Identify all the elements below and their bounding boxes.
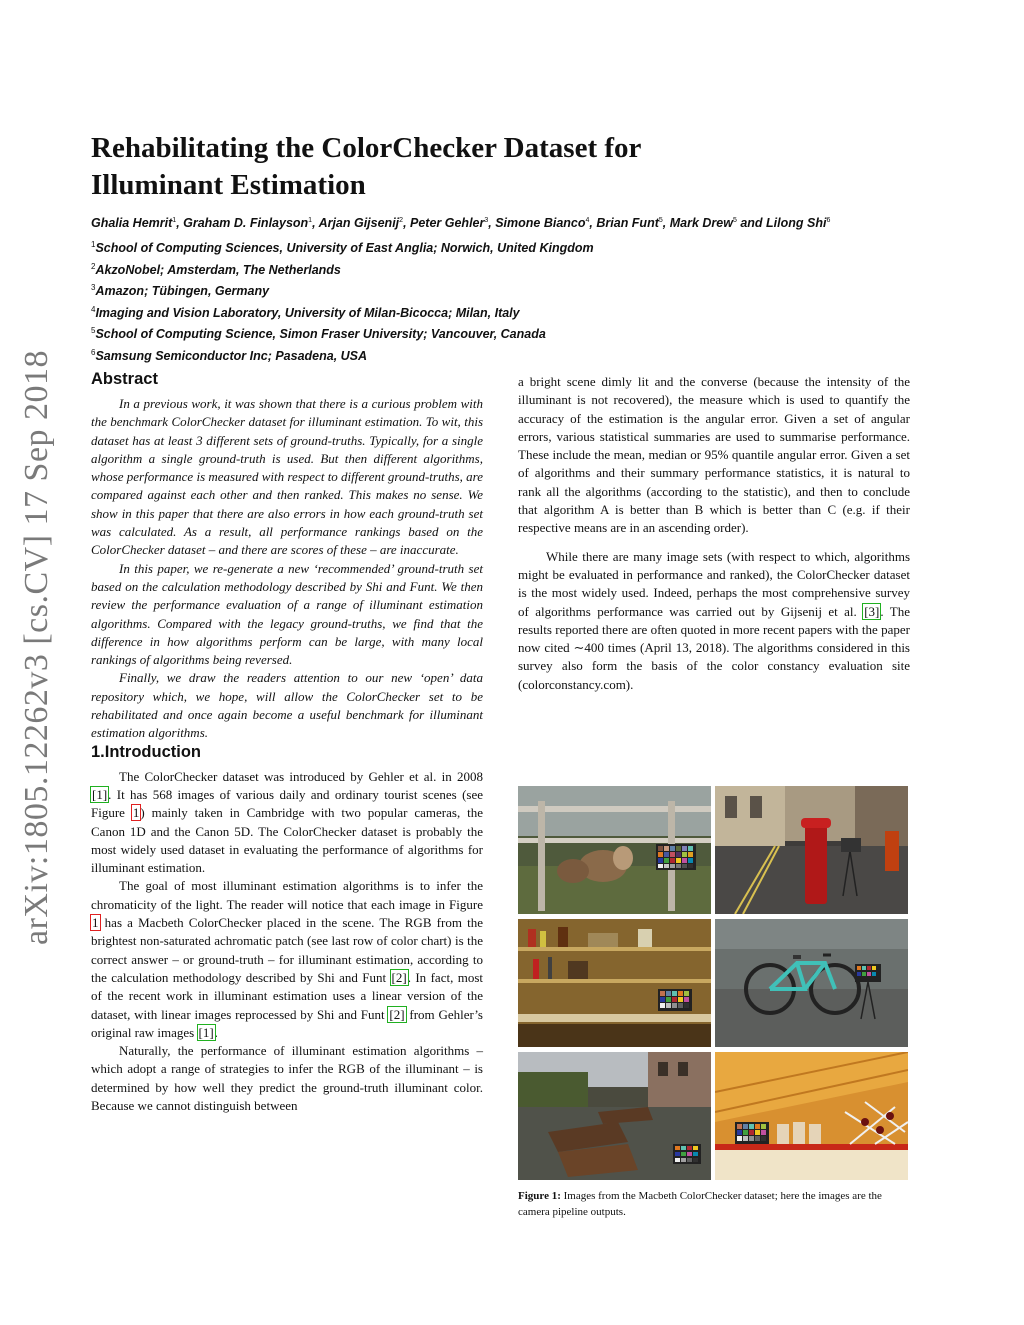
affiliation: $^5$School of Computing Science, Simon Fraser University; Vancouver, Canada xyxy=(91,326,546,342)
citation-link[interactable]: [1] xyxy=(198,1024,214,1040)
abstract-paragraph: In this paper, we re-generate a new ‘recommended’ ground-truth set based on the calculation methodology described by Shi and Funt. We then review the performance evaluation of a range of illuminant estimation algorithms. Compared with the legacy ground-truths, we find that the difference in how algorithms perform can be large, with many local rankings of algorithms being reversed. xyxy=(91,560,483,668)
author: Peter Gehler$^3$, xyxy=(410,216,496,230)
dataset-image-workshop xyxy=(518,919,711,1047)
dataset-image-postbox xyxy=(715,786,908,914)
affiliation: $^2$AkzoNobel; Amsterdam, The Netherlands xyxy=(91,261,341,277)
arxiv-stamp: arXiv:1805.12262v3 [cs.CV] 17 Sep 2018 xyxy=(18,349,55,945)
affiliation: $^4$Imaging and Vision Laboratory, University of Milan-Bicocca; Milan, Italy xyxy=(91,304,520,320)
citation-link[interactable]: [2] xyxy=(389,1006,405,1022)
body-paragraph: Naturally, the performance of illuminant estimation algorithms – which adopt a range of strategies to infer the RGB of the illuminant – is determined by how well they predict the ground-truth illuminant color. Because we cannot distinguish between xyxy=(91,1043,483,1113)
abstract-paragraph: Finally, we draw the readers attention to our new ‘open’ data repository which, we hope, will allow the ColorChecker set to be rehabilitated and once again become a useful benchmark for illuminant estimation algorithms. xyxy=(91,670,483,741)
affiliation: $^1$School of Computing Sciences, University of East Anglia; Norwich, United Kingdom xyxy=(91,240,594,256)
affiliation: $^6$Samsung Semiconductor Inc; Pasadena, USA xyxy=(91,347,368,363)
figure-1 xyxy=(518,786,908,1220)
citation-link[interactable]: [1] xyxy=(92,786,108,802)
author: Simone Bianco$^4$, xyxy=(495,216,597,230)
affiliation: $^3$Amazon; Tübingen, Germany xyxy=(91,283,270,299)
body-paragraph: The goal of most illuminant estimation algorithms is to infer the chromaticity of the light. The reader will notice that each image in Figure 1 has a Macbeth ColorChecker placed in the scene. The RGB from the brightest non-saturated achromatic patch (see last row of color chart) is the correct answer – or ground-truth – for illuminant estimation, according to the calculation methodology described by Shi and Funt [2]. In fact, most of the recent work in illuminant estimation uses a linear version of the dataset, with linear images reprocessed by Shi and Funt [2] from Gehler’s original raw images [1]. xyxy=(91,878,484,1040)
author: Mark Drew$^5$ and xyxy=(669,216,767,230)
figure-link[interactable]: 1 xyxy=(92,915,99,931)
introduction-section xyxy=(91,743,483,1116)
citation-link[interactable]: [2] xyxy=(391,969,407,985)
body-paragraph: The ColorChecker dataset was introduced by Gehler et al. in 2008 [1]. It has 568 images of various daily and ordinary tourist scenes (see Figure 1) mainly taken in Cambridge with two popular cameras, the Canon 1D and the Canon 5D. The ColorChecker dataset is probably the most widely used dataset in evaluating the performance of algorithms for illuminant estimation. xyxy=(91,768,483,876)
dataset-image-bicycle xyxy=(715,919,908,1047)
caption-text: Images from the Macbeth ColorChecker dataset; here the images are the camera pipeline outputs. xyxy=(518,1190,882,1218)
paper-title xyxy=(91,130,791,204)
author: Ghalia Hemrit$^1$, xyxy=(91,216,184,230)
abstract-section xyxy=(91,370,483,743)
left-column xyxy=(91,370,483,1115)
figure-link[interactable]: 1 xyxy=(132,805,140,821)
author: Brian Funt$^5$, xyxy=(596,216,670,230)
abstract-heading: Abstract xyxy=(91,370,158,388)
title-line-2: Illuminant Estimation xyxy=(91,169,366,201)
author: Arjan Gijsenij$^2$, xyxy=(318,216,411,230)
affiliation-list xyxy=(91,236,791,365)
figure-image-grid xyxy=(518,786,908,1180)
abstract-paragraph: In a previous work, it was shown that there is a curious problem with the benchmark ColorChecker dataset for illuminant estimation. To wit, this dataset has at least 3 different sets of ground-truths. Typically, for a single algorithm a single ground-truth is used. But then different algorithms, whose performance is measured with respect to different ground-truths, are compared against each other and then ranked. This makes no sense. We show in this paper that there are also errors in how each ground-truth set was calculated. As a result, all performance rankings based on the ColorChecker dataset – and there are scores of these – are inaccurate. xyxy=(91,396,483,558)
citation-link[interactable]: [3] xyxy=(864,603,880,619)
author: Graham D. Finlayson$^1$, xyxy=(183,216,319,230)
author: Lilong Shi$^6$ xyxy=(766,216,831,230)
author-list xyxy=(91,216,931,230)
right-column xyxy=(518,373,910,694)
figure-caption xyxy=(518,1188,908,1220)
caption-label: Figure 1: xyxy=(518,1190,561,1202)
body-paragraph: While there are many image sets (with respect to which, algorithms might be evaluated in performance and ranked), the ColorChecker dataset is the most widely used. Indeed, perhaps the most comprehensive survey of algorithms performance was carried out by Gijsenij et al. [3]. The results reported there are often quoted in more recent papers with the paper now cited ∼400 times (April 13, 2018). The algorithms considered in this survey also form the basis of the color constancy evaluation site (colorconstancy.com). xyxy=(518,548,911,692)
dataset-image-horses xyxy=(518,786,711,914)
dataset-image-river-punts xyxy=(518,1052,711,1180)
introduction-heading: 1.Introduction xyxy=(91,742,201,761)
dataset-image-wine-rack xyxy=(715,1052,908,1180)
body-paragraph: a bright scene dimly lit and the converse (because the intensity of the illuminant is not recovered), the measure which is used to quantify the accuracy of the estimation is the angular error. Given a set of angular errors, various statistical summaries are used to summarise performance. These include the mean, median or 95% quantile angular error. Given a set of algorithms and their summary performance statistics, it is natural to rank all the algorithms (according to the statistic), and then to conclude that algorithm A is better than B which is better than C (e.g. if their respective means are in an ascending order). xyxy=(518,374,910,536)
title-line-1: Rehabilitating the ColorChecker Dataset for xyxy=(91,132,642,164)
